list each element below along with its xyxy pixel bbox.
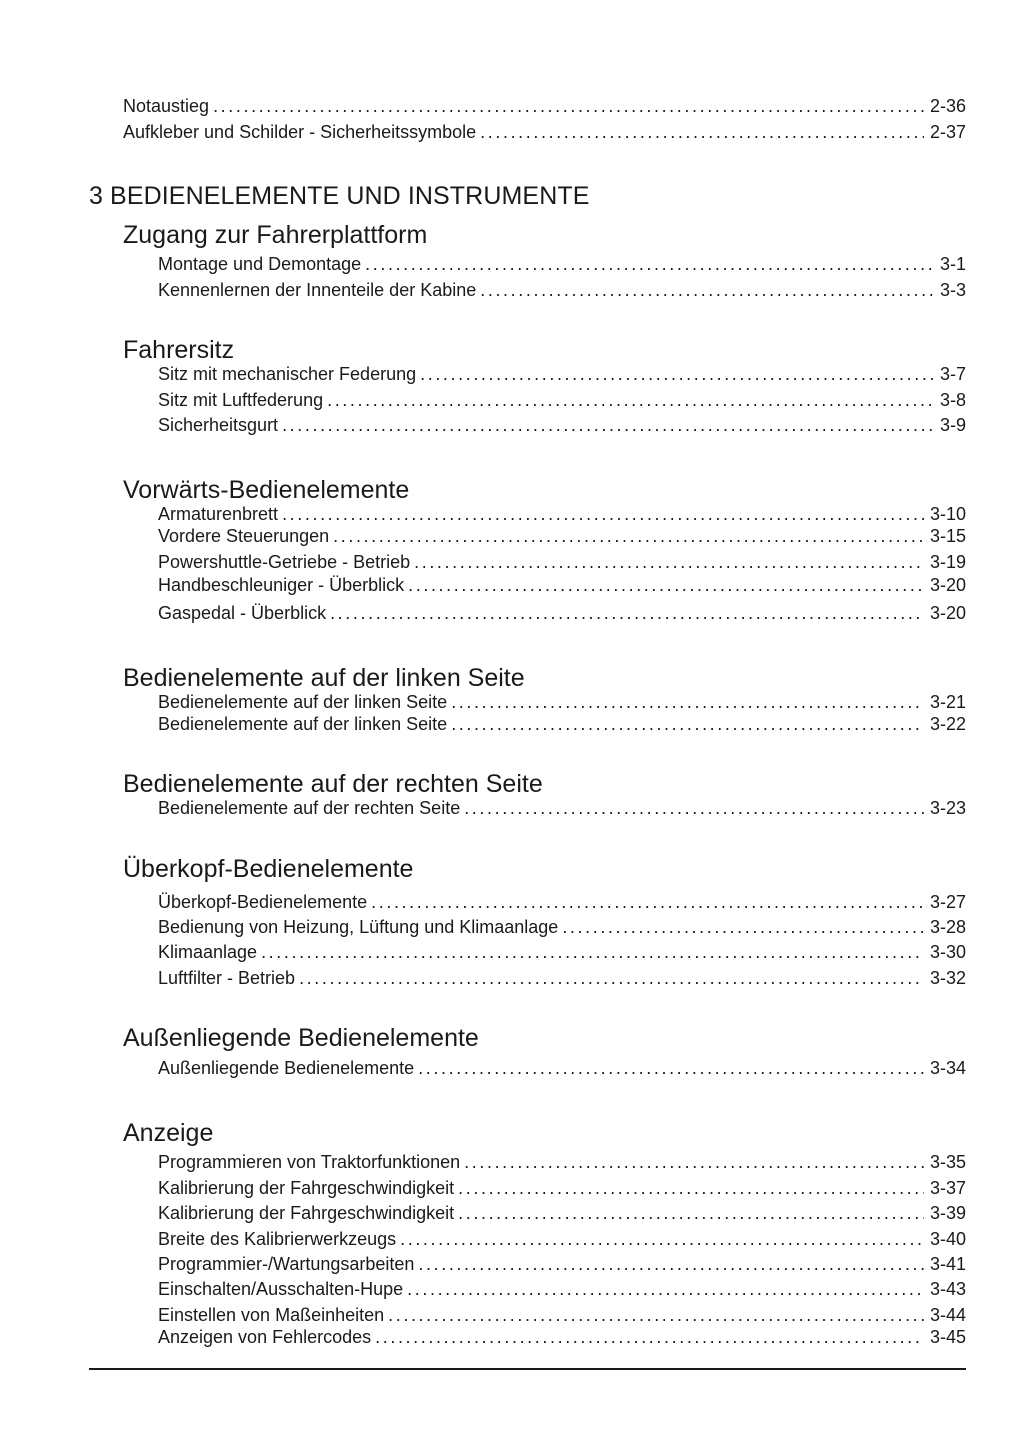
toc-entry-label: Armaturenbrett: [158, 504, 279, 524]
toc-entry-label: Überkopf-Bedienelemente: [158, 892, 368, 912]
toc-entry[interactable]: [158, 1325, 966, 1349]
toc-entry[interactable]: [158, 712, 966, 736]
toc-entry-page: 3-8: [939, 390, 966, 410]
toc-entry-page: 3-3: [939, 280, 966, 300]
dot-leader: [375, 1325, 924, 1349]
toc-entry-page: 3-41: [929, 1254, 966, 1274]
dot-leader: [371, 890, 924, 914]
toc-entry-page: 3-20: [929, 575, 966, 595]
toc-entry-page: 3-19: [929, 552, 966, 572]
toc-entry-label: Programmieren von Traktorfunktionen: [158, 1152, 461, 1172]
toc-entry[interactable]: [158, 388, 966, 412]
toc-entry[interactable]: [158, 690, 966, 714]
toc-entry-page: 3-45: [929, 1327, 966, 1347]
toc-entry-page: 3-22: [929, 714, 966, 734]
dot-leader: [213, 94, 924, 118]
toc-entry[interactable]: [158, 573, 966, 597]
toc-entry[interactable]: [158, 966, 966, 990]
toc-entry-page: 3-21: [929, 692, 966, 712]
toc-entry[interactable]: [158, 413, 966, 437]
toc-entry-page: 3-28: [929, 917, 966, 937]
dot-leader: [418, 1252, 924, 1276]
toc-entry[interactable]: [158, 1150, 966, 1174]
toc-entry-label: Bedienelemente auf der linken Seite: [158, 714, 448, 734]
toc-entry-label: Außenliegende Bedienelemente: [158, 1058, 415, 1078]
dot-leader: [333, 524, 924, 548]
section-title: Zugang zur Fahrerplattform: [123, 221, 428, 249]
toc-entry[interactable]: [158, 601, 966, 625]
dot-leader: [480, 278, 934, 302]
toc-entry-page: 3-40: [929, 1229, 966, 1249]
toc-entry[interactable]: [158, 1176, 966, 1200]
toc-entry-label: Sitz mit Luftfederung: [158, 390, 324, 410]
toc-entry[interactable]: [158, 252, 966, 276]
toc-entry[interactable]: [158, 502, 966, 526]
dot-leader: [562, 915, 924, 939]
toc-entry-page: 2-36: [929, 96, 966, 116]
toc-entry[interactable]: [158, 890, 966, 914]
dot-leader: [418, 1056, 924, 1080]
toc-entry-page: 3-32: [929, 968, 966, 988]
toc-entry-label: Luftfilter - Betrieb: [158, 968, 296, 988]
dot-leader: [464, 1150, 924, 1174]
dot-leader: [327, 388, 934, 412]
dot-leader: [408, 573, 924, 597]
dot-leader: [480, 120, 924, 144]
toc-entry-page: 3-43: [929, 1279, 966, 1299]
toc-entry[interactable]: [158, 1227, 966, 1251]
toc-entry[interactable]: [158, 524, 966, 548]
toc-entry-label: Klimaanlage: [158, 942, 258, 962]
toc-entry-label: Sicherheitsgurt: [158, 415, 279, 435]
dot-leader: [458, 1176, 924, 1200]
toc-entry-label: Vordere Steuerungen: [158, 526, 330, 546]
toc-entry-label: Kennenlernen der Innenteile der Kabine: [158, 280, 477, 300]
toc-entry-label: Handbeschleuniger - Überblick: [158, 575, 405, 595]
toc-entry-page: 3-39: [929, 1203, 966, 1223]
toc-entry[interactable]: [158, 1056, 966, 1080]
toc-entry[interactable]: [158, 1201, 966, 1225]
section-title: Anzeige: [123, 1119, 214, 1147]
toc-entry[interactable]: [123, 120, 966, 144]
toc-entry[interactable]: [158, 940, 966, 964]
section-title: Überkopf-Bedienelemente: [123, 855, 414, 883]
toc-entry[interactable]: [158, 796, 966, 820]
toc-entry-page: 3-9: [939, 415, 966, 435]
dot-leader: [464, 796, 924, 820]
dot-leader: [299, 966, 924, 990]
dot-leader: [282, 502, 924, 526]
toc-entry-page: 3-34: [929, 1058, 966, 1078]
toc-entry-label: Gaspedal - Überblick: [158, 603, 327, 623]
dot-leader: [261, 940, 924, 964]
toc-entry-page: 3-44: [929, 1305, 966, 1325]
toc-entry[interactable]: [158, 278, 966, 302]
toc-entry[interactable]: [158, 1252, 966, 1276]
dot-leader: [388, 1303, 924, 1327]
toc-entry-page: 3-7: [939, 364, 966, 384]
toc-entry-label: Einstellen von Maßeinheiten: [158, 1305, 385, 1325]
toc-entry-label: Kalibrierung der Fahrgeschwindigkeit: [158, 1203, 455, 1223]
toc-entry-page: 3-20: [929, 603, 966, 623]
toc-entry-page: 3-15: [929, 526, 966, 546]
section-title: Vorwärts-Bedienelemente: [123, 476, 410, 504]
toc-entry-page: 3-30: [929, 942, 966, 962]
dot-leader: [414, 550, 924, 574]
dot-leader: [330, 601, 924, 625]
dot-leader: [365, 252, 934, 276]
toc-entry[interactable]: [158, 915, 966, 939]
toc-entry-label: Einschalten/Ausschalten-Hupe: [158, 1279, 404, 1299]
toc-entry-label: Powershuttle-Getriebe - Betrieb: [158, 552, 411, 572]
toc-entry-label: Sitz mit mechanischer Federung: [158, 364, 417, 384]
toc-entry-label: Programmier-/Wartungsarbeiten: [158, 1254, 415, 1274]
section-title: Bedienelemente auf der rechten Seite: [123, 770, 543, 798]
toc-entry-page: 3-23: [929, 798, 966, 818]
footer-rule: [89, 1368, 966, 1370]
section-title: Bedienelemente auf der linken Seite: [123, 664, 525, 692]
section-title: Fahrersitz: [123, 336, 235, 364]
dot-leader: [282, 413, 934, 437]
toc-entry-label: Notaustieg: [123, 96, 210, 116]
toc-entry-page: 3-10: [929, 504, 966, 524]
toc-entry-page: 2-37: [929, 122, 966, 142]
toc-entry-label: Breite des Kalibrierwerkzeugs: [158, 1229, 397, 1249]
toc-entry-label: Bedienelemente auf der linken Seite: [158, 692, 448, 712]
toc-entry-label: Bedienelemente auf der rechten Seite: [158, 798, 461, 818]
toc-entry-page: 3-1: [939, 254, 966, 274]
chapter-title: 3 BEDIENELEMENTE UND INSTRUMENTE: [89, 182, 590, 210]
dot-leader: [451, 712, 924, 736]
toc-entry-page: 3-27: [929, 892, 966, 912]
toc-entry-label: Bedienung von Heizung, Lüftung und Klimaanlage: [158, 917, 559, 937]
toc-entry[interactable]: [158, 362, 966, 386]
toc-entry-label: Kalibrierung der Fahrgeschwindigkeit: [158, 1178, 455, 1198]
toc-entry-page: 3-37: [929, 1178, 966, 1198]
toc-entry[interactable]: [158, 1303, 966, 1327]
section-title: Außenliegende Bedienelemente: [123, 1024, 479, 1052]
toc-entry[interactable]: [158, 1277, 966, 1301]
dot-leader: [420, 362, 934, 386]
dot-leader: [400, 1227, 924, 1251]
toc-entry-label: Montage und Demontage: [158, 254, 362, 274]
toc-entry-label: Anzeigen von Fehlercodes: [158, 1327, 372, 1347]
toc-entry-page: 3-35: [929, 1152, 966, 1172]
toc-entry[interactable]: [123, 94, 966, 118]
dot-leader: [407, 1277, 924, 1301]
dot-leader: [451, 690, 924, 714]
dot-leader: [458, 1201, 924, 1225]
toc-entry-label: Aufkleber und Schilder - Sicherheitssymbole: [123, 122, 477, 142]
toc-entry[interactable]: [158, 550, 966, 574]
